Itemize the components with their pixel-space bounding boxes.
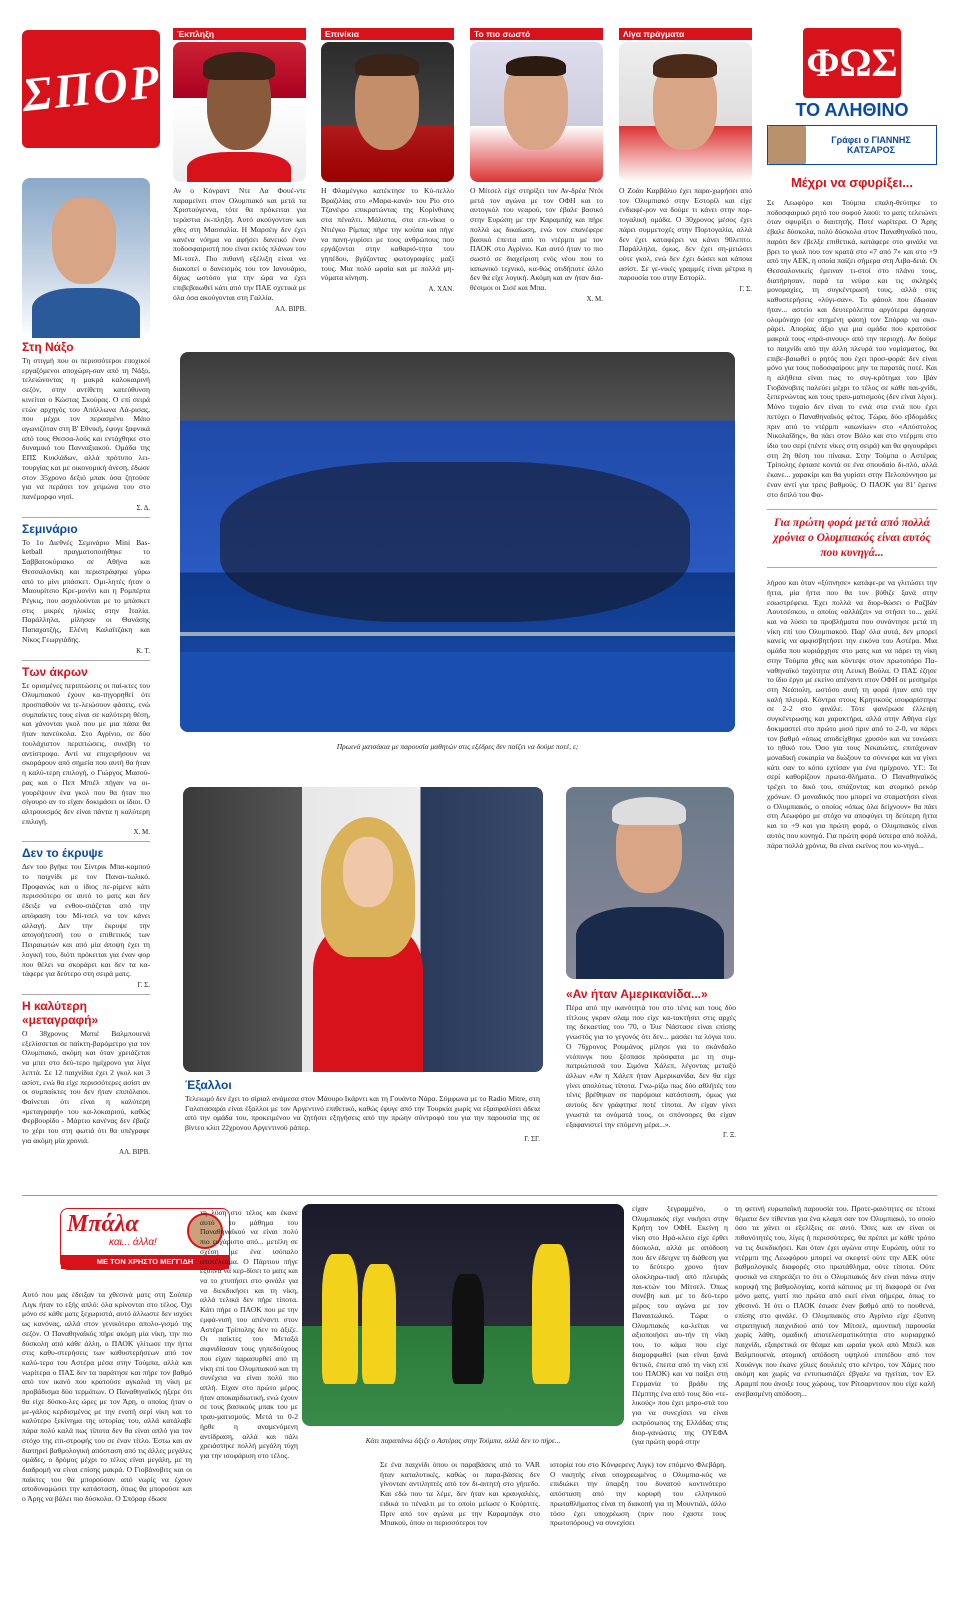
- hair-shape: [612, 797, 686, 825]
- section-title-den-to-ekrypse: Δεν το έκρυψε: [22, 846, 104, 861]
- section-title-naxos: Στη Νάξο: [22, 340, 74, 354]
- article-text: Ο Ζοάο Καρβάλιο έχει παρα-χωρήσει από τον Ολυμπιακό στην Εστορίλ και είχε ενδιαφέ-ρον να δούμε τι κάνει στην πορ-τογαλική ομάδα. Ο 30χρονος μέσος έχει πάρει συμμετοχές στην Πορτογαλία, αλλά δεν έχει καταφέρει να κάνει 90λεπτο. Παράλληλα, όμως, δεν έχει ση-μειώσει ούτε γκολ, ενώ δεν έχει δώσει και κάποια ασίστ. Σε γε-νικές γραμμές είναι μέτρια η παρουσία του στην Εστορίλ.: [619, 186, 752, 283]
- left-column: [22, 178, 150, 1156]
- divider: [22, 517, 150, 518]
- crowd-photo-caption: Πρωινά ματσάκια με παρουσία μαθητών στις εξέδρες δεν παίζει να δούμε ποτέ, ε;: [336, 742, 579, 751]
- photo-de-la-fuente: [173, 42, 306, 182]
- photo-crowd-fight: [180, 352, 735, 732]
- photo-diego-ribas: [321, 42, 454, 182]
- article-text: Ο Μίτσελ είχε στηρίξει τον Αν-δρέα Ντόι μετά τον αγώνα με τον ΟΦΗ και το αυτογκόλ του νεαρού, τον έβαλε βασικό στην Ευρώπη με την Καραμπάχ και πήρε πολλά ως δικαίωση, ενώ τον επανέφερε βασικό έπειτα από το ντέρμπι με τον ΠΑΟΚ στο Αγρίνιο. Και αυτό ήταν το πιο σωστό σε διαχείριση ενός νέου που το ιαπωνικό τεχνικό, κα-θώς οτιδήποτε άλλο δεν θα είχε λογική. Ακόμη και αν ήταν δια-θέσιμοι οι Σισέ και Μπα.: [470, 186, 603, 293]
- photo-joao-carvalho: [619, 42, 752, 182]
- bala-main: Μπάλα: [67, 1211, 139, 1237]
- face-shape: [52, 198, 116, 284]
- article-text: Τελειωμό δεν έχει το σίριαλ ανάμεσα στον Μάουρο Ικάρντι και τη Γουάντα Νάρα. Σύμφωνα με το Radio Mitre, στη Γαλατασαράι είναι έξαλλοι με τον Αργεντινό επιθετικό, καθώς έφυγε από την Τουρκία χωρίς να εξασφαλίσει άδεια από την ομάδα του, προκειμένου να ζητήσει εξηγήσεις από την πρώην σύντροφό του για την παρουσία της σε βίντεο κλιπ 22χρονου Αργεντινού ράπερ.: [185, 1094, 540, 1133]
- section-title-amerikanida: «Αν ήταν Αμερικανίδα...»: [566, 987, 708, 1001]
- article-text: Η Φλαμένγκο κατέκτησε το Κύ-πελλο Βραζιλίας στο «Μαρα-κανά» του Ρίο στο Τζανέιρο επικρατώντας της Κορίνθιανς στα πέναλτι. Μάλιστα, στα επι-νίκια ο Ντιέγκο Ρίμπας πήρε την κούπα και πήγε να πανη-γυρίσει με τους ανθρώπους που εργάζονται στην καθαριό-τητα του γηπέδου, βγάζοντας φωτογραφίες μαζί τους. Μια πολύ ωραία και με πολλά μη-νύματα κίνηση.: [321, 186, 454, 283]
- section-title-seminario: Σεμινάριο: [22, 521, 78, 536]
- article-signature: Σ. Δ.: [136, 503, 150, 512]
- top-column-4: [619, 28, 752, 294]
- railing-shape: [180, 632, 735, 636]
- article-text: Ο 38χρονος Ματιέ Βαλμπουενά εξελίσσεται σε παίκτη-βαρόμετρο για τον Ολυμπιακό, ακόμη και όταν χρειάζεται να μπει στο δεύ-τερο ημίχρονο για λίγα λεπτά. Σε 12 παιχνίδια έχει 2 γκολ και 3 ασίστ, ενώ θα είχε περισσότερες ασίστ αν οι συμπαίκτες του δεν ήταν επιπόλαιοι. Φαίνεται ότι είναι η καλύτερη «μεταγραφή» του κα-λοκαιριού, καθώς Φερβουρίδο - Μάρτιο κανένας δεν έβαζε το χέρι του στη φωτιά ότι θα υπέγραφε για ακόμη μία χρονιά.: [22, 1028, 150, 1145]
- jacket-shape: [576, 907, 724, 979]
- bottom-col-4: ιστορία του στο Κόνφερενς Λιγκ) τον επόμενο Φλεβάρη. Ο νικητής είναι υποχρεωμένος ο Ολυμπια-κός να επιδιώκει την ύπαρξη του δυνατού κοντινότερο απόσταση από την κορυφή του ελληνικού πρωταθλήματος είναι τη διακοπή για τη Μουντιάλ, άλλο τόσο έχει υποχρέωση (πριν που έχαστε τους πρωτοπόρους) να συνεχίσει: [550, 1460, 726, 1528]
- right-column: [767, 28, 937, 850]
- player-yellow-2: [362, 1264, 396, 1384]
- tag-epinikia: Επινίκια: [321, 28, 454, 40]
- hair-shape: [653, 54, 717, 78]
- article-signature: Κ. Τ.: [136, 646, 150, 655]
- bala-sub: και... άλλα!: [109, 1237, 157, 1248]
- divider: [22, 994, 150, 995]
- hair-shape: [506, 56, 566, 76]
- article-text: Το 1ο Διεθνές Σεμινάριο Mini Bas-ketball πραγματοποιήθηκε το Σαββατοκύριακο σε Αθήνα και Θεσσαλονίκη και περιστράφηκε γύρω από το μίνι μπάσκετ. Ομι-λητές ήταν ο Μαουρίτσιο Κρε-μονίνι και η Ρομπέρτα Ρέγκις, που ασχολούνται με το μπάσκετ στις μικρές ηλικίες στην Ιταλία. Παράλληλα, μίλησαν οι Θανάσης Παπαχατζής, Ελένη Καλαϊτζάκη και Νίκος Γεωργιάδης.: [22, 537, 150, 644]
- article-text: Πέρα από την ικανότητά του στο τένις και τους δύο τίτλους γκραν σλαμ που είχε κα-τακτήσει στις αρχές της δεκαετίας του '70, ο Ίλιε Νάστασε είναι επίσης γνωστός για το γεγονός ότι δεν... μασάει τα λόγια του. Ο 76χρονος Ρουμάνος μίλησε για το σκάνδαλο ντόπινγκ που ξέσπασε πρόσφατα με τη συμ-πατριώτισσά του Σιμόνα Χάλεπ, λέγοντας μεταξύ άλλων «Αν η Χάλεπ ήταν Αμερικανίδα, δεν θα είχε γίνει απολύτως τίποτα. Γνω-ρίζω πως δύο αθλήτές του τένις βρέθηκαν σε παρόμοια κατάσταση, όμως για αυτούς δεν γράφτηκε ποτέ τίποτα. Αν είχαν γίνει γνωστά τα ονόματά τους, οι σπόνσορες θα είχαν εξαφανιστεί την επόμενη μέρα...».: [566, 1003, 736, 1129]
- article-signature: Γ. Σ.: [739, 285, 752, 294]
- photo-andreas-ntoi: [470, 42, 603, 182]
- article-text: Αν ο Κόνραντ Ντε Λα Φουέ-ντε παραμείνει στον Ολυμπιακό και μετά τα Χριστούγεννα, τότε θα πρόκειται για τεράστια έκ-πληξη. Αυτό ακούγονταν και χθες στη Μασσαλία. Η Μαρσέιγ δεν έχει κανένα νόημα να αφήσει δανεικό έναν ποδοσφαιριστή που είναι εκτός πλάνων του Μί-τσελ. Πιο πιθανή εξέλιξη είναι να διακοπεί ο δανεισμός του τον Ιανουάριο, δίχως ωστόσο για την ώρα να έχει επιβεβαιωθεί κάτι από την ΠΑΕ σχετικά με όλα όσα ακούγονται στη Γαλλία.: [173, 186, 306, 302]
- fos-title: ΦΩΣ: [806, 40, 898, 85]
- article-signature: Χ. Μ.: [586, 294, 603, 303]
- bala-author: ΜΕ ΤΟΝ ΧΡΗΣΤΟ ΜΕΓΓΙΔΗ: [61, 1255, 229, 1269]
- crowd-shape: [220, 462, 690, 622]
- section-title-metagrafi: Η καλύτερη «μεταγραφή»: [22, 998, 99, 1027]
- article-text-part2: λήρου και όταν «ξύπνησε» κατάφε-ρε να γλιτώσει την ήττα, μία ήττα που θα τον βύθιζε ξανά στην εσωστρέφεια. Έχει πολλά να διορ-θώσει ο Ραζβάν Λουτσέσκου, ο οποίος «αλλάζει» να στήσει το... χαλί και να λύσει τα προβλήματα που συνάντησε μετά τη νίκη επί του Ολυμπιακού. Παρ' όλα αυτά, δεν μπορεί κανείς να αμφισβητήσει την εικόνα του Αστέρα. Μια ομάδα που κυριάρχησε στο ματς και να πάρει τη νίκη στην Τούμπα χθες και κόντεψε στον πρωτοπόρο Πα-ναθηναϊκό ταχύτητα στη Λευκή Βούλα. Ο ΠΑΣ έζησε το ίδιο έργο με εκείνο απέναντι στον ΟΦΗ σε μεσημέρι στη Νεάπολη, ωστόσο αυτή τη φορά ήταν από την καλή πλευρά. Κόντρα στους Κρητικούς ισοφαρίστηκε σε 2-2 στο φινάλε. Τότε φανέρωσε έλλειψη συγκέντρωσης και χαρακτήρα, αλλά στην Αθήνα είχε δοκιμαστεί στο πρώτο μισό πριν από το 2-0, να πάρει τον βαθμό «όπως αποδείχθηκε χρυσό» και να τονώσει το ηθικό του. Όσο για τους Νεκαιώτες, επιτάχυναν μοναδική ευκαιρία να διώξουν τα σύννεφα και να γίνει κάτι σαν το κόπο εχτίσαν για ένα ημίχρονο. ΥΓ.: Τα σερί καθορίζουν πρωτα-θλήματα. Ο Παναθηναϊκός τρέχει το δικό του, σπάζοντας και ατομικό ρεκόρ χρόνων. Ο μοναδικός που μπορεί να σταματήσει είναι ο Ολυμπιακός, ο οποίος «όπως όλα δείχνουν» θα πάει στη Λεωφόρο με στόχο να αποφύγει τη δεύτερη ήττα και το +9 και για πρώτη φορά, ο Ολυμπιακός είναι αυτός που κυνηγά. Για πρώτη φορά ύστερα από πολλά, πάρα πολλά χρόνια, θα είναι εκείνος που κυ-νηγά...: [767, 578, 937, 850]
- article-signature: Γ. Ξ.: [723, 1131, 736, 1140]
- match-photo-caption: Κάτι παραπάνω άξιζε ο Αστέρας στην Τούμπα, αλλά δεν το πήρε...: [365, 1436, 561, 1445]
- divider: [22, 841, 150, 842]
- byline: Γράφει ο ΓΙΑΝΝΗΣ ΚΑΤΣΑΡΟΣ: [831, 135, 911, 155]
- article-signature: Χ. Μ.: [133, 828, 150, 837]
- exallou-block: [185, 1076, 540, 1144]
- top-column-3: [470, 28, 603, 304]
- banner-shape: [180, 652, 735, 732]
- tag-to-pio-sosto: Το πιο σωστό: [470, 28, 603, 40]
- bottom-divider: [22, 1195, 937, 1196]
- article-signature: Α. ΧΑΝ.: [428, 285, 454, 294]
- article-text: Δεν του βγήκε του Σίντρικ Μπα-καμπού το παιχνίδι με τον Παναι-τωλικό. Προφανώς και ο ίδιος πε-ρίμενε κάτι περισσότερο σε αυτό το ματς και δεν έδειξε να ενθου-σιάζεται από την απόφαση του Μί-τσελ να τον κάνει αλλαγή. Δεν την έκρυψε την απογοήτευσή του ο επιθετικός των Πειραιωτών και από μία άποψη έχει τη λογική του, διότι πρόκειται για έναν φορ που θέλει να σκοράρει και δεν τα κα-τάφερε για δεύτερο στη σειρά ματς.: [22, 862, 150, 979]
- player-yellow-3: [532, 1244, 570, 1384]
- tag-liga-pragmata: Λίγα πράγματα: [619, 28, 752, 40]
- divider: [22, 660, 150, 661]
- shirt-shape: [32, 288, 140, 338]
- article-signature: ΑΛ. ΒΙΡΒ.: [119, 1147, 150, 1156]
- top-column-1: [173, 28, 306, 314]
- article-signature: Γ. ΣΓ.: [524, 1134, 540, 1143]
- amerikanida-block: [566, 985, 736, 1140]
- player-yellow-1: [322, 1254, 358, 1384]
- bottom-col-5: είχαν ξεγραμμένο, ο Ολυμπιακός είχε νικήσει στην Κρήτη τον ΟΦΗ. Εκείνη η νίκη στο Ηρά-κλειο είχε έρθει δύσκολα, αλλά με απόδοση που δεν έδειχνε τη διάθεση για το δεύτερο χρονο ήταν ολοκληρω-τική από πλευράς παι-κτών του Μίτσελ. Όπως συνέβη και με το δεύ-τερο μέρος του αγώνα με τον Παναιτωλικό. Τώρα ο Ολυμπιακός κα-λείται να αξιοποιήσει αυ-τήν τη νίκη του, το κάμα που είχε διαμορφωθεί (και είναι ξανά θετικό, έπειτα από τη νίκη επί του ΠΑΟΚ) και να παίξει στη Γερμανία το βράδυ της Πέμπτης ένα από τους δύο «τε-λικούς» που έχει μπρο-στά του για να συνεχίσει να είναι εκπρόσωπος της Ελλάδας στις διορ-γανώσεις της ΟΥΕΦΑ (για πρώτη φορά στην: [632, 1204, 728, 1447]
- article-signature: Γ. Σ.: [137, 980, 150, 989]
- fos-headline: Μέχρι να σφυρίξει...: [790, 175, 914, 190]
- masthead-title: ΣΠΟΡ: [19, 54, 164, 123]
- bottom-col-3: Σε ένα παιχνίδι όπου οι παραβάσεις από το VAR ήταν καταλυτικές, καθώς οι παρα-βάσεις δεν γίνονταν αντιληπτές από τον δι-αιτητή στο γήπεδο. Και εδώ που τα λέμε, δεν ήταν και κραυγαλέες, ειδικά το πέναλτι με το οποίο μείωσε ο Κούρτιτς. Πριν από τον αγώνα με την Καραμπάγκ στο Μπακού, όπου οι περισσότεροι τον: [380, 1460, 540, 1528]
- photo-skouras: [22, 178, 150, 338]
- fos-logo: [803, 28, 901, 98]
- tag-ekplixi: Έκπληξη: [173, 28, 306, 40]
- photo-asteras-match: [302, 1204, 624, 1426]
- face-shape: [343, 837, 393, 907]
- author-avatar: [768, 126, 806, 164]
- article-text: Σε ορισμένες περιπτώσεις οι παί-κτες του Ολυμπιακού έχουν κα-τηγορηθεί ότι προσπαθούν να τε-λειώσουν φάσεις, ενώ συμπαίκτες τους είναι σε καλύτερη θέση, και χάνονται γκολ που με μια πάσα θα ήταν πανεύκολα. Στο Αγρίνιο, σε δύο τουλάχιστον περιπτώσεις, συνέβη το αντίστροφο. Αντί να επιχειρήσουν να σκοράρουν από σημεία που αυτή θα ήταν η καλύ-τερη επιλογή, ο Γιώργος Μασού-ρας και ο Πεπ Μπιέλ πήγαν να οι-γουρέψουν ένα γκολ που θα ήταν πιο σίγουρο αν το είχαν δοκιμάσει οι ίδιοι. Ο αλτρουισμός δεν είναι πάντα η καλύτερη επιλογή.: [22, 680, 150, 826]
- bottom-col-2: τη λύση στο τέλος και έκανε αυτό το μάθημα του Παναθηναϊκού να είναι πολύ πιο ευχάριστο από... μετέλη σε σχέση με ένα ισόπαλο αποτέλεσμα. Ο Πάρτιου πήγε έξυπνα να κερ-δίσει το ματς και να το χτυπήσει στο φινάλε για να διεκδικήσει και τη νίκη, αλλά τελικά δεν πήρε τίποτα. Κάτι πήρε ο ΠΑΟΚ που με την εμφά-νισή του απέναντι στον Αστέρα Τρίπολης δεν το άξιζε. Οι παίκτες του Μεταξά αιφνιδίασαν τους γηπεδούχους που είχαν παρασυρθεί από τη νίκη επί του Ολυμπιακού και τη συνέχεια να είναι πολύ πιο απλή. Είχαν στο πρώτο μέρος ήταν αποκαρδιωτική, ενώ έχουν σε τους βασικούς μπακ του με τραυ-ματισμούς. Μετά το 0-2 ήρθε η αναμενόμενη αντίδραση, αλλά και πάλι χρειάστηκε πολλή μεγάλη τύχη για την ισοφάριση στο τέλος.: [200, 1208, 298, 1460]
- hair-shape: [355, 54, 419, 76]
- article-signature: ΑΛ. ΒΙΡΒ.: [275, 304, 306, 313]
- fos-subtitle: ΤΟ ΑΛΗΘΙΝΟ: [795, 100, 909, 120]
- section-title-exallou: Έξαλλοι: [185, 1078, 232, 1092]
- bottom-col-6: τη φετινή ευρωπαϊκή παρουσία του. Προτε-ραιότητες σε τέτοια θέματα δεν τίθενται για ένα κλαμπ σαν τον Ολυμπιακό, το οποίο όσο τα χάνει οι εξελίξεις σε αυτό. Όσες και αν είναι οι πιθανότητές του, λίγες ή περισσότερες, θα πρέπει με κάθε τρόπο να τις διεκδικήσει. Και όταν έχει αγώνα στην Ευρώπη, ούτε το ντέρμπι της Λεωφόρου μπορεί να σκεφτεί ούτε την ΑΕΚ ούτε βαθμολογικές διαφορές στο πρωτάθλημα, ούτε τίποτα. Ούτε φυσικά να επηρεάζει το ότι ο Ολυμπιακός δεν είναι πάνω στην κορυφή της βαθμολογίας, κοιτά κάποιος με τη διαφορά σε ένα μόνο ματς, γιατί πιο πρώτα από εκεί είναι σήμερα, όπως το χθεσινό. Ή ότι ο ΠΑΟΚ έσωσε έναν βαθμό από το πουθενά, επίσης στο φινάλε. Ο Ολυμπιακός στο Αγρίνιο είχε έξυπνη στρατηγική παιχνιδιού από τον Μίτσελ, αμυντική παρουσία χωρίς λάθη, ομαδική αποτελεσματικότητα στο κυριαρχικό παιχνίδι, εξαιρετικά σε θέαμα και ωραία γκολ από Μπιέλ και Βαλμπουενά, ατομική απόδοση υψηλού επιπέδου από τον Χουάνγκ που έκανε χίλιες δουλειές στο κέντρο, τον Χάμες που ακόμη και χωρίς να εντυπωσιάζει έβγαλε να ηγείται, τον Ελ Αραμπί που άνοιξε τους χώρους, τον Ρίτσαρντσον που είχε καλή ανεβασμένη απόδοση...: [735, 1204, 935, 1398]
- photo-icardi-nara: [183, 787, 543, 1072]
- article-text-part1: Σε Λεωφόρο και Τούμπα επαλη-θεύτηκε το ποδοσφαιρικό ρητό του σοφού λαού: το ματς τελειώνει όταν σφυρίξει ο διαιτητής. Ποτέ νωρίτερα. Ο Άρης έβαλε δύσκολα, πολύ δύσκολα στον Παναθηναϊκό που, παρότι δεν έβελξε επιθετικά, κατάφερε στο φινάλε να βρει το γκολ που τον κρατά στο «7 από 7» και στο +9 από την ΑΕΚ, η οποία παίζει σήμερα στη Λιβα-δειά. Οι Θεσσαλονικείς έμειναν τι-στοί στο πλάνο τους, διατήρησαν, παρά τα νεύρα και τις σκληρές μονομαχίες, τη συγκέντρωσή τους, αλλά στις καθυστερήσεις «λύγι-σαν». Το φάουλ που έδωσαν ήταν... αστείο και δευτερόλεπτα αργότερα άφησαν ολομόναχο (σε στημένη φάση) τον Σπόραρ να σκο-ράρει. Απορίας άξιο για μια ομάδα που κρατούσε μακριά τους «πρά-σινους» από την περιοχή. Αν δούμε το παιχνίδι από την άλλη πλευρά του νομίσματος, θα επιβε-βαιωθεί ο ρητός που έχει προσ-φορά: δεν είναι μόνο για τους ποδοσφαίρου: μην τα παρατάς ποτέ. Και η αλήθεια είναι πως το συγ-κρότημα του Ιβάν Γιοβάνοβιτς παλεύει μέχρι το τέλος σε κάθε παι-χνίδι, ξεπερνώντας και τους τραυ-ματισμούς (δεν είναι λίγοι). Μόνο τυχαίο δεν είναι το ενιά στα ενιά που έχει πετύχει ο Παναθηναϊκός φέτος. Τώρα, δύο εβδομάδες πριν από το ντέρμπι «αιωνίων» στο «Απόστολος Νικολαΐδης», θα πάει στον Βόλο και στο ντέρμπι στο ίδιο του σερί (πέντε νίκες στη σειρά) και θα φιγουράρει στη 2η θέση του πίνακα. Στην Τούμπα ο Αστέρας Τρίπολης έφτασε κοντά σε ένα σπουδαίο δι-πλό, αλλά έκανε... χαρακίρι και θα γυρίσει στην Πελοπόννησο με έναν αντί για τρεις βαθμούς. Ο ΠΑΟΚ για 81' έμεινε στο διπλό του Φα-: [767, 198, 937, 499]
- player-dark: [452, 1274, 484, 1384]
- pull-quote: Για πρώτη φορά μετά από πολλά χρόνια ο Ολυμπιακός είναι αυτός που κυνηγά...: [767, 509, 937, 568]
- masthead-logo: [19, 30, 164, 148]
- shirt-shape: [187, 152, 291, 182]
- section-title-ton-akron: Των άκρων: [22, 664, 88, 679]
- top-column-2: [321, 28, 454, 294]
- byline-box: [767, 125, 937, 165]
- photo-nastase: [566, 787, 734, 979]
- bottom-col-1: Αυτό που μας έδειξαν τα χθεσινά ματς στη Σούπερ Λιγκ ήταν το εξής απλό: όλα κρίνονται στο τέλος. Όχι μόνο σε κάθε ματς ξεχωριστά, αυτό άλλωστε δεν ισχύει ως κανόνας, αλλά στον γενικότερο απολο-γισμό της σεζόν. Ο Παναθηναϊκός πήρε ακόμη μία νίκη, την πιο δύσκολη από κάθε άλλη, ο ΠΑΟΚ γλίτωσε την ήττα στις καθυ-στερήσεις των καθυστερήσεων από τον καλύ-τερο του Αστέρα μέσα στην Τούμπα, αλλά και νωρίτερα ο ΠΑΣ δεν τα παράτησε και πήρε τον βαθμό από τον ικανό που κρατούσε αγκαλιά τη νίκη με προβάδισμα δύο τερμάτων. Ο Παναθηναϊκός ήξερε ότι θα είχε δύσκο-λες ώρες με τον Άρη, ο οποίος ήταν ο με-γάλος κερδισμένος με την ενατή σερί νίκη και το καλύτερο ξεκίνημα της ιστορίας του, αλλά κατάλαβε πάρα πολύ καλά πως τίποτα δεν θα είναι απλό για τον στόχο της επι-στροφής του σε έναν τίτλο. Έστω και αν διατηρεί βαθμολογική απόσταση από τις άλλες μεγάλες ομάδες, ο δρόμος μέχρι το τέλος είναι μεγάλη, με τη διαδρομή να είναι επίσης μακρά. Ο Γιοβάνοβιτς και οι παίκτες του θα μπορούσαν από νωρίς να έχουν αποδυναμώσει την κατάσταση, όπως θα μπορούσε και ο Άρης να βάλει πιο δύσκολα. Ο Σπόραρ έδωσε: [22, 1290, 192, 1504]
- article-text: Τη στιγμή που οι περισσότεροι εποχικοί εργαζόμενοι αποχώρη-σαν από τη Νάξο, τελειώνοντας η μακρά καλοκαιρινή σεζόν, στην αντίθετη κατεύθυνση κινείται ο Κώστας Σκούρας. Ο επί σειρά ετών αρχηγός του Απόλλωνα Λά-ρισας, που μέχρι τον περασμένο Μάιο αγωνιζόταν στη Β' Εθνική, έφυγε ξαφνικά από τους Θεσσα-λούς και εντάχθηκε στο δυναμικό του Πανναξιακού. Ομάδα της ΕΠΣ Κυκλάδων, αλλά πρότυπο λει-τουργίας και με οικονομική άνεση, έδωσε στον 35χρονο δεξιό μπακ όσα ζητούσε για να περάσει τον χειμώνα του στο πανέμορφο νησί.: [22, 356, 150, 502]
- hair-shape: [203, 52, 275, 80]
